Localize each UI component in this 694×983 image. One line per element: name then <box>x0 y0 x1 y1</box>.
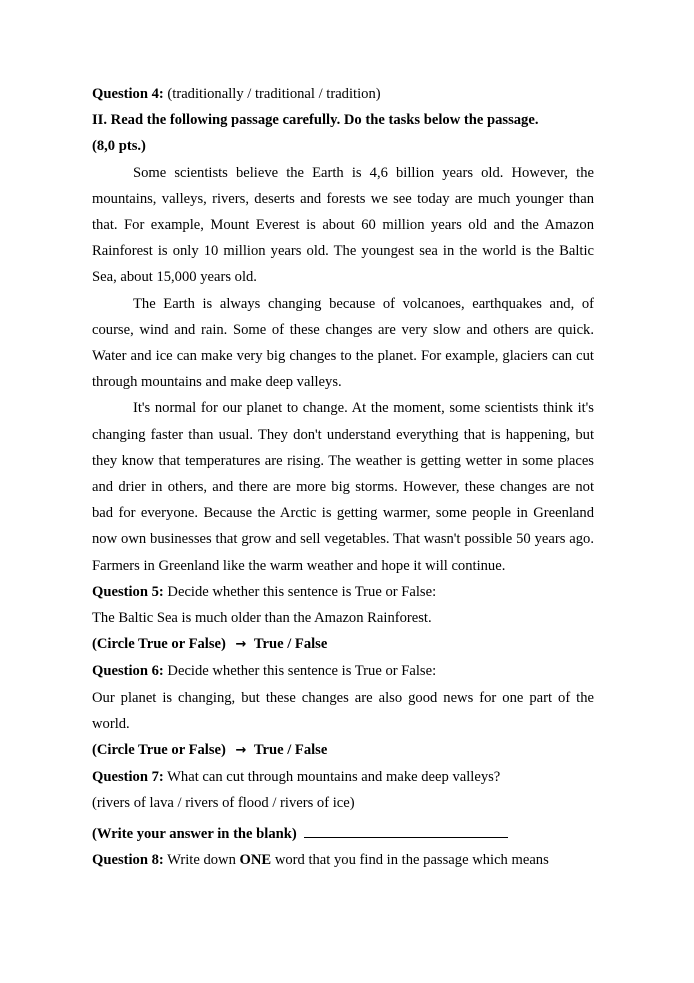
question-6-statement: Our planet is changing, but these changes are also good news for one part of the world. <box>92 689 594 732</box>
question-8-label: Question 8: <box>92 851 164 868</box>
question-4-label: Question 4: <box>92 86 164 102</box>
question-5 <box>92 579 594 605</box>
question-7-instruction: (Write your answer in the blank) <box>92 825 297 842</box>
question-6-answer-line <box>92 737 594 764</box>
question-7-label: Question 7: <box>92 769 164 786</box>
question-6-label: Question 6: <box>92 663 164 680</box>
passage-paragraph-3: It's normal for our planet to change. At the moment, some scientists think it's changing faster than usual. They don't understand everything that is happening, but they know that temperatures are rising. The weather is getting wetter in some places and drier in others, and there are more big storms. However, these changes are not bad for everyone. Because the Arctic is getting warmer, some people in Greenland now own businesses that grow and sell vegetables. That wasn't possible 50 years ago. Farmers in Greenland like the warm weather and hope it will continue. <box>92 400 594 574</box>
question-7-options: (rivers of lava / rivers of flood / rivers of ice) <box>92 795 355 812</box>
question-4-options: (traditionally / traditional / tradition) <box>167 86 381 102</box>
question-5-answer-line <box>92 631 594 658</box>
question-6 <box>92 658 594 684</box>
arrow-right-icon: → <box>235 637 247 653</box>
question-5-true-false[interactable]: True / False <box>253 636 328 653</box>
question-7-prompt: What can cut through mountains and make deep valleys? <box>167 769 501 786</box>
question-6-instruction: (Circle True or False) <box>92 742 226 759</box>
arrow-right-icon: → <box>235 743 247 759</box>
question-6-prompt: Decide whether this sentence is True or False: <box>167 663 437 680</box>
question-6-true-false[interactable]: True / False <box>253 742 328 759</box>
question-7-answer-line <box>92 817 594 847</box>
question-8-prompt-start: Write down <box>167 851 236 868</box>
question-8 <box>92 847 594 873</box>
section-points: (8,0 pts.) <box>92 138 146 155</box>
worksheet-content <box>92 81 594 873</box>
question-4 <box>92 81 594 107</box>
question-5-label: Question 5: <box>92 583 164 600</box>
passage-paragraph-1: Some scientists believe the Earth is 4,6 billion years old. However, the mountains, valleys, rivers, deserts and forests we see today are much younger than that. For example, Mount Everest is about 60 million years old and the Amazon Rainforest is only 10 million years old. The youngest sea in the world is the Baltic Sea, about 15,000 years old. <box>92 164 594 286</box>
question-5-prompt: Decide whether this sentence is True or False: <box>167 583 437 600</box>
question-8-prompt-end: word that you find in the passage which means <box>274 851 549 868</box>
question-5-statement: The Baltic Sea is much older than the Amazon Rainforest. <box>92 610 432 627</box>
question-7-answer-blank[interactable] <box>304 817 508 838</box>
question-5-instruction: (Circle True or False) <box>92 636 226 653</box>
question-7 <box>92 764 594 790</box>
section-heading: II. Read the following passage carefully. Do the tasks below the passage. <box>92 112 539 129</box>
question-8-prompt-emphasis: ONE <box>239 851 272 868</box>
passage-paragraph-2: The Earth is always changing because of volcanoes, earthquakes and, of course, wind and rain. Some of these changes are very slow and others are quick. Water and ice can make very big changes to the planet. For example, glaciers can cut through mountains and make deep valleys. <box>92 295 594 391</box>
